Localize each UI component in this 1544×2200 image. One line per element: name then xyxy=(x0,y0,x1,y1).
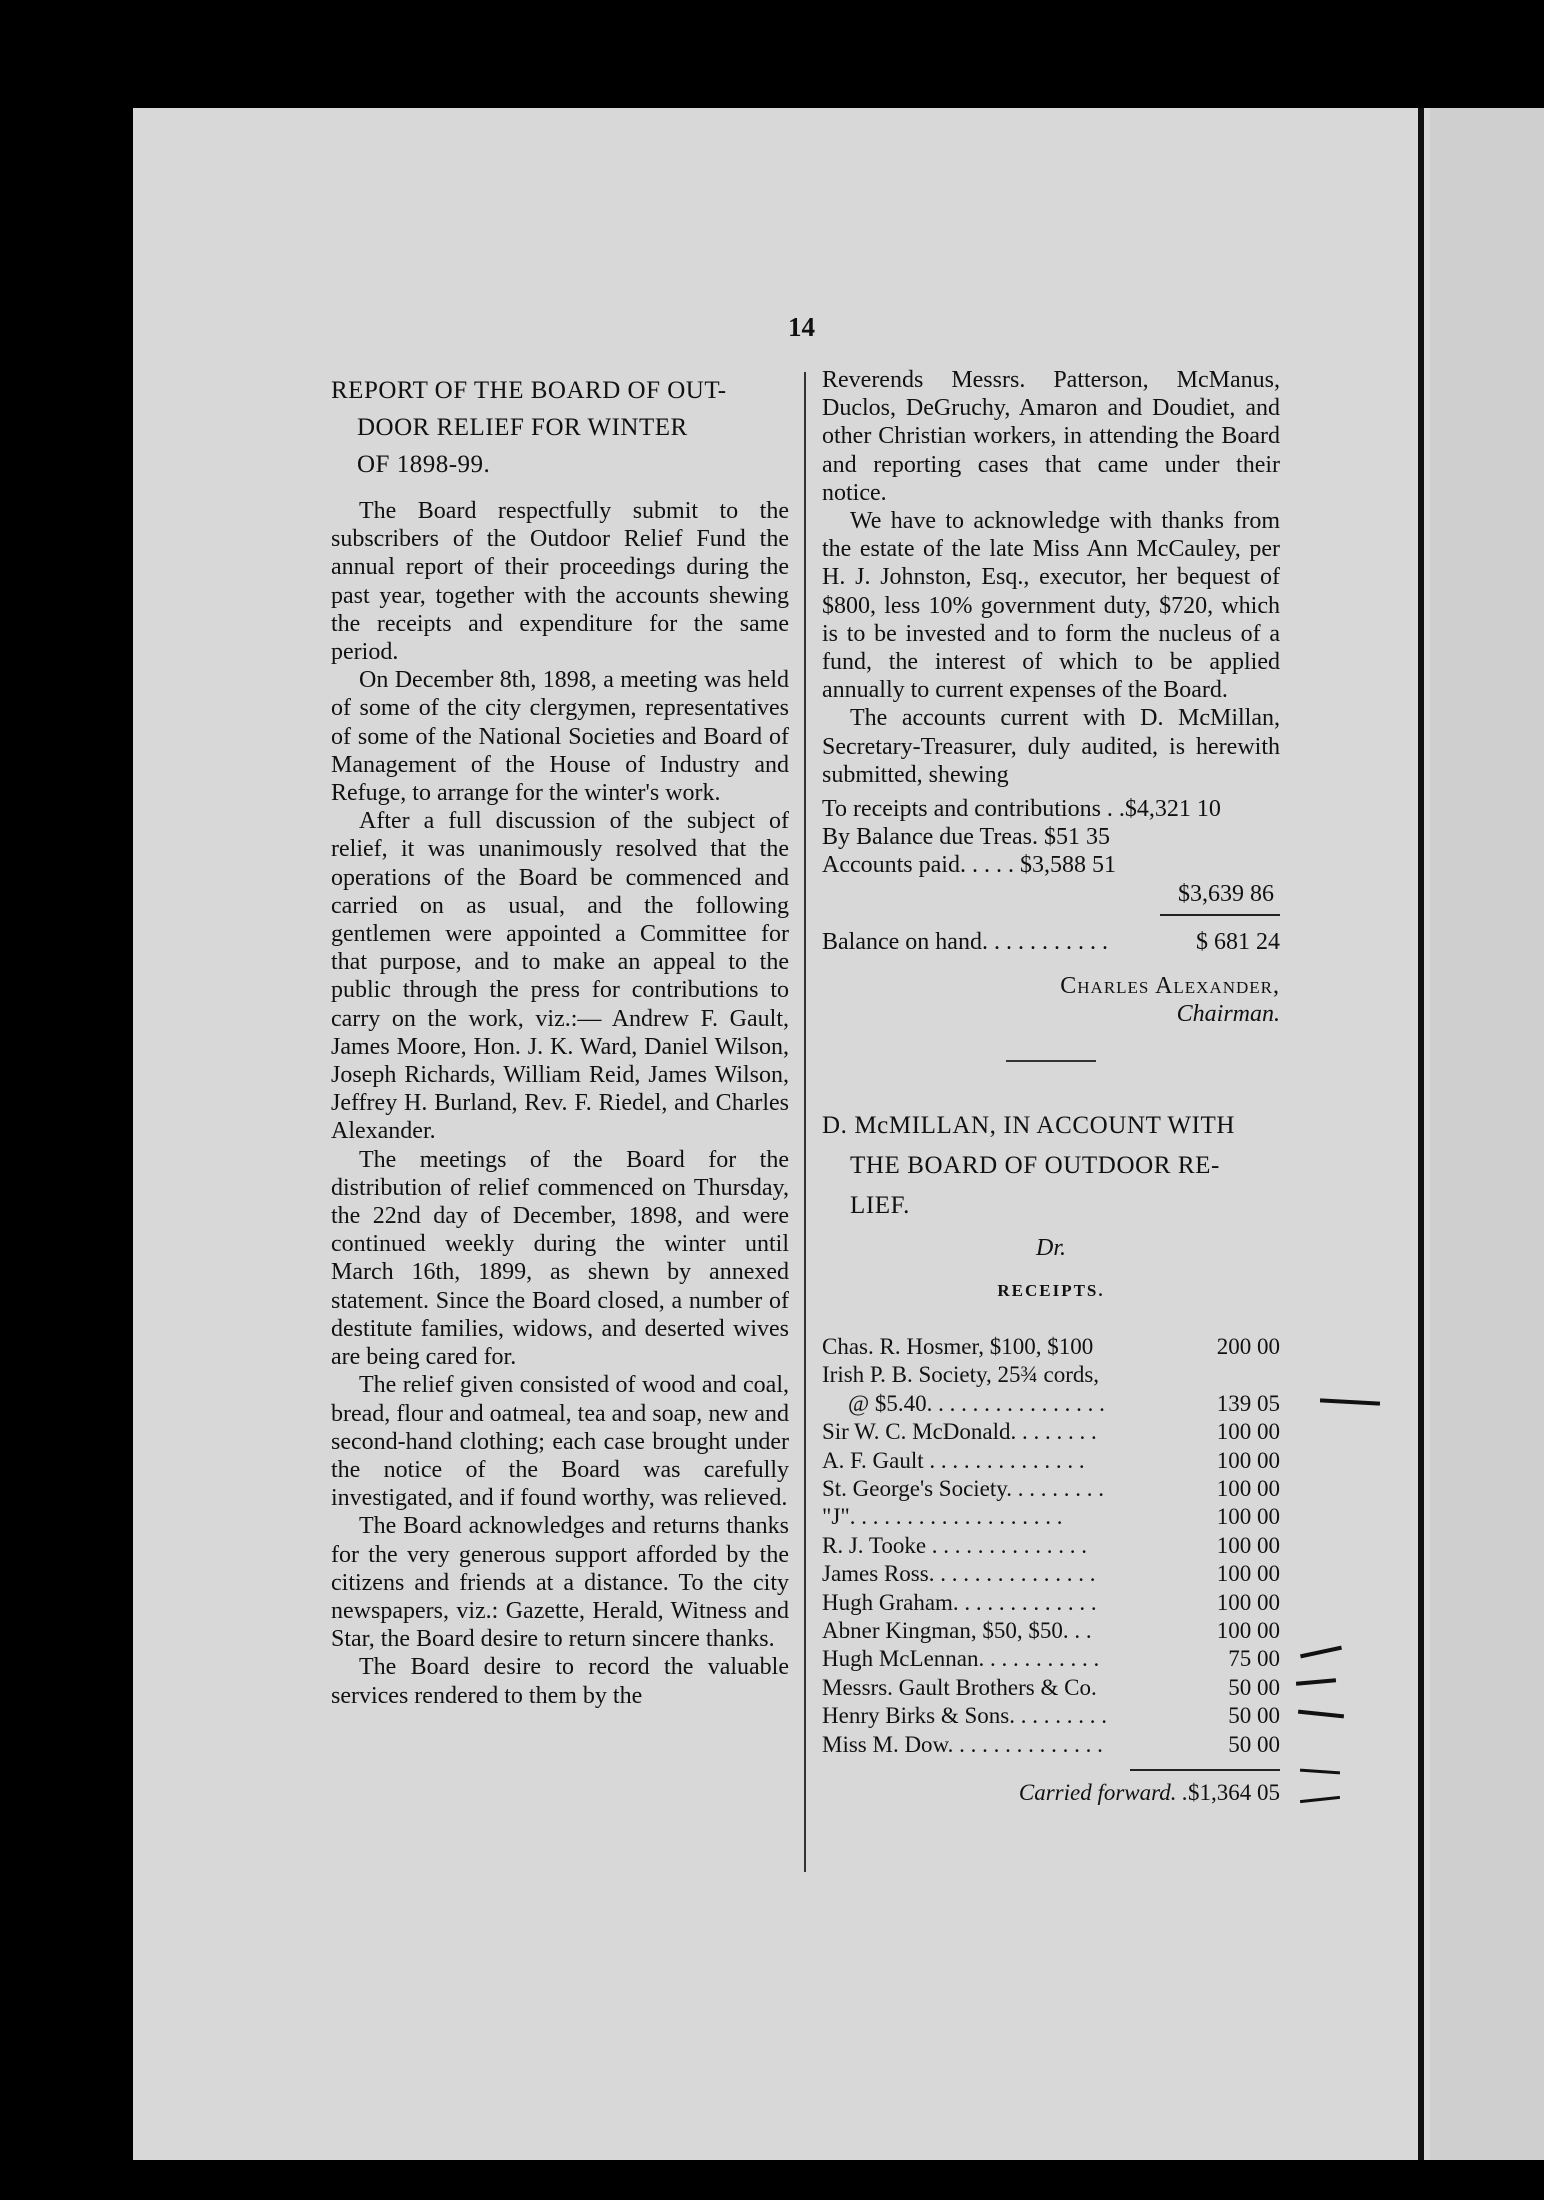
summary-balance-due: By Balance due Treas. $51 35 xyxy=(822,824,1110,851)
account-title-line: D. McMILLAN, IN ACCOUNT WITH xyxy=(822,1112,1236,1140)
receipt-row xyxy=(822,1447,1280,1475)
summary-accounts-paid: Accounts paid. . . . . $3,588 51 xyxy=(822,852,1116,879)
receipt-name: "J". . . . . . . . . . . . . . . . . . . xyxy=(822,1504,1063,1530)
receipt-row xyxy=(822,1333,1280,1361)
receipts-heading: RECEIPTS. xyxy=(997,1280,1105,1300)
page-number: 14 xyxy=(788,312,815,342)
receipt-amount: 100 00 xyxy=(1216,1532,1280,1558)
receipt-row xyxy=(822,1702,1280,1730)
paragraph: The accounts current with D. McMillan, Secretary-Treasurer, duly audited, is herewith submitted, shewing xyxy=(822,705,1280,788)
receipt-name: A. F. Gault . . . . . . . . . . . . . . xyxy=(822,1447,1085,1473)
receipt-row xyxy=(822,1645,1280,1673)
receipt-name: R. J. Tooke . . . . . . . . . . . . . . xyxy=(822,1532,1088,1558)
receipt-name: Messrs. Gault Brothers & Co. xyxy=(822,1674,1097,1700)
page-binding-edge xyxy=(1418,108,1424,2160)
receipt-row xyxy=(822,1532,1280,1560)
receipt-amount: 50 00 xyxy=(1228,1703,1280,1729)
receipt-name: Hugh McLennan. . . . . . . . . . . xyxy=(822,1646,1100,1672)
receipt-row xyxy=(822,1475,1280,1503)
paragraph: Reverends Messrs. Patterson, McManus, Duclos, DeGruchy, Amaron and Doudiet, and other Christian workers, in attending the Board and reporting cases that came under their notice. xyxy=(822,367,1280,506)
carried-forward-value: $1,364 05 xyxy=(1188,1779,1280,1805)
receipt-amount xyxy=(1194,1361,1280,1389)
right-column xyxy=(822,366,1280,1807)
receipt-amount: 100 00 xyxy=(1216,1504,1280,1530)
receipts-total-rule xyxy=(1130,1769,1280,1771)
summary-total: $3,639 86 xyxy=(1178,880,1274,907)
paragraph: The Board respectfully submit to the subscribers of the Outdoor Relief Fund the annual report of their proceedings during the past year, together with the accounts shewing the receipts and expenditure for the same period. xyxy=(331,498,789,666)
balance-on-hand-value: $ 681 24 xyxy=(1196,928,1280,955)
receipt-row xyxy=(822,1361,1280,1389)
receipt-name: Sir W. C. McDonald. . . . . . . . xyxy=(822,1419,1097,1445)
receipt-amount: 100 00 xyxy=(1216,1419,1280,1445)
balance-on-hand-row xyxy=(822,928,1280,956)
receipt-name: Chas. R. Hosmer, $100, $100 xyxy=(822,1333,1094,1359)
summary-receipts: To receipts and contributions . .$4,321 10 xyxy=(822,796,1221,823)
receipt-row xyxy=(822,1560,1280,1588)
report-title-line: OF 1898-99. xyxy=(357,451,491,478)
debit-label: Dr. xyxy=(1035,1235,1066,1262)
account-title xyxy=(822,1106,1280,1226)
report-title-line: REPORT OF THE BOARD OF OUT- xyxy=(331,377,727,404)
receipt-amount: 100 00 xyxy=(1216,1617,1280,1643)
account-title-line: THE BOARD OF OUTDOOR RE- xyxy=(850,1152,1220,1180)
receipt-row xyxy=(822,1390,1280,1418)
adjacent-page-strip xyxy=(1430,108,1544,2160)
receipt-name: Hugh Graham. . . . . . . . . . . . . xyxy=(822,1589,1097,1615)
paragraph: The meetings of the Board for the distribution of relief commenced on Thursday, the 22nd day of December, 1898, and were continued weekly during the winter until March 16th, 1899, as shewn by annexed statement. Since the Board closed, a number of destitute families, widows, and deserted wives are being cared for. xyxy=(331,1146,789,1371)
receipts-list xyxy=(822,1333,1280,1759)
receipt-row xyxy=(822,1503,1280,1531)
receipt-amount: 75 00 xyxy=(1228,1646,1280,1672)
section-separator xyxy=(1006,1060,1096,1062)
report-title xyxy=(331,372,789,483)
receipt-row xyxy=(822,1589,1280,1617)
receipt-amount: 100 00 xyxy=(1216,1447,1280,1473)
left-column xyxy=(331,372,789,1710)
column-divider xyxy=(804,372,806,1872)
receipt-amount: 50 00 xyxy=(1228,1674,1280,1700)
paragraph: On December 8th, 1898, a meeting was held of some of the city clergymen, representatives of some of the National Societies and Board of Management of the House of Industry and Refuge, to arrange for the winter's work. xyxy=(331,667,789,807)
receipt-amount: 100 00 xyxy=(1216,1589,1280,1615)
carried-forward-row xyxy=(822,1779,1280,1807)
account-summary xyxy=(822,795,1280,956)
paragraph: The relief given consisted of wood and coal, bread, flour and oatmeal, tea and soap, new and second-hand clothing; each case brought under the notice of the Board was carefully investigated, and if found worthy, was relieved. xyxy=(331,1372,789,1512)
receipt-name: Irish P. B. Society, 25¾ cords, xyxy=(822,1362,1100,1388)
account-title-line: LIEF. xyxy=(850,1192,911,1220)
receipt-amount: 50 00 xyxy=(1228,1731,1280,1757)
receipt-name: James Ross. . . . . . . . . . . . . . . xyxy=(822,1561,1096,1587)
summary-rule xyxy=(1160,914,1280,916)
receipt-name: St. George's Society. . . . . . . . . xyxy=(822,1475,1105,1501)
receipt-name: Miss M. Dow. . . . . . . . . . . . . . xyxy=(822,1731,1103,1757)
report-title-line: DOOR RELIEF FOR WINTER xyxy=(357,414,688,441)
paragraph: The Board acknowledges and returns thanks for the very generous support afforded by the citizens and friends at a distance. To the city newspapers, viz.: Gazette, Herald, Witness and Star, the Board desire to return sincere thanks. xyxy=(331,1513,789,1653)
paragraph: The Board desire to record the valuable services rendered to them by the xyxy=(331,1654,789,1709)
carried-forward-label: Carried forward. . xyxy=(1018,1779,1188,1805)
signature-title: Chairman. xyxy=(1176,1001,1280,1028)
receipt-row xyxy=(822,1674,1280,1702)
balance-on-hand-label: Balance on hand. . . . . . . . . . . xyxy=(822,928,1108,955)
signature-name: Charles Alexander, xyxy=(1060,973,1280,1000)
receipt-amount: 100 00 xyxy=(1216,1475,1280,1501)
receipt-name: Abner Kingman, $50, $50. . . xyxy=(822,1617,1092,1643)
paragraph: We have to acknowledge with thanks from the estate of the late Miss Ann McCauley, per H. J. Johnston, Esq., executor, her bequest of $800, less 10% government duty, $720, which is to be invested and to form the nucleus of a fund, the interest of which to be applied annually to current expenses of the Board. xyxy=(822,508,1280,704)
receipt-amount: 100 00 xyxy=(1216,1561,1280,1587)
receipt-row xyxy=(822,1731,1280,1759)
receipt-name: Henry Birks & Sons. . . . . . . . . xyxy=(822,1703,1107,1729)
receipt-amount: 139 05 xyxy=(1216,1390,1280,1416)
receipt-name: @ $5.40. . . . . . . . . . . . . . . . xyxy=(848,1390,1105,1416)
paragraph: After a full discussion of the subject of relief, it was unanimously resolved that the operations of the Board be commenced and carried on as usual, and the following gentlemen were appointed a Committee for that purpose, and to make an appeal to the public through the press for contributions to carry on the work, viz.:— Andrew F. Gault, James Moore, Hon. J. K. Ward, Daniel Wilson, Joseph Richards, William Reid, James Wilson, Jeffrey H. Burland, Rev. F. Riedel, and Charles Alexander. xyxy=(331,808,789,1145)
receipt-row xyxy=(822,1617,1280,1645)
receipt-amount: 200 00 xyxy=(1216,1333,1280,1359)
receipt-row xyxy=(822,1418,1280,1446)
